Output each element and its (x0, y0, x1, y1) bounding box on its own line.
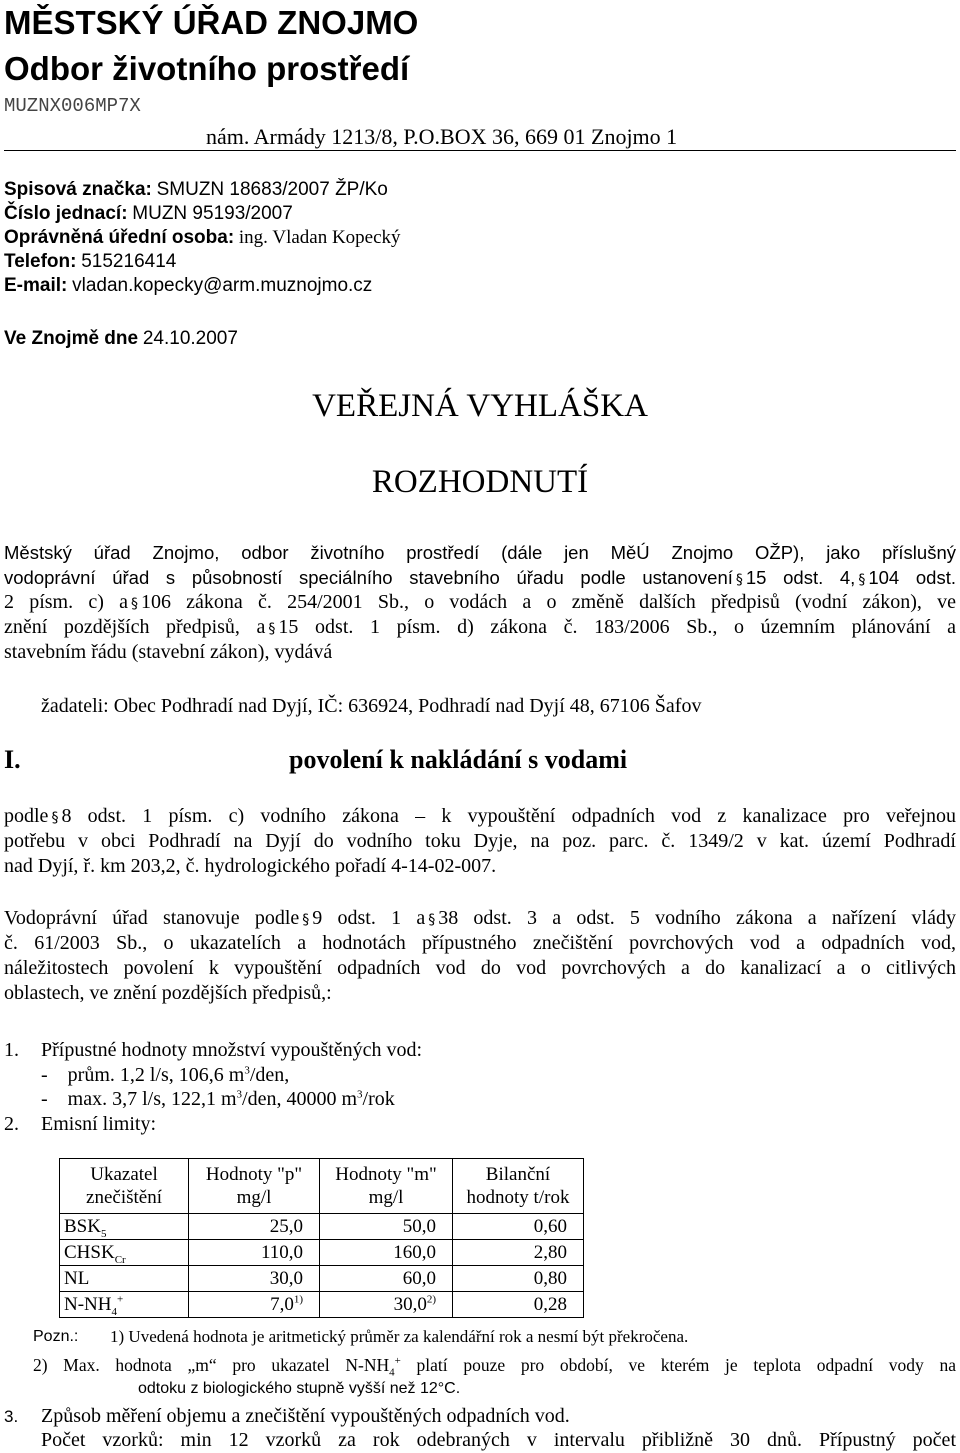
max-flow-text-2: /den, 40000 m (242, 1088, 358, 1110)
average-flow-text: - prům. 1,2 l/s, 106,6 m (41, 1064, 245, 1086)
section-title: povolení k nakládání s vodami (289, 745, 628, 774)
authority-line: č. 61/2003 Sb., o ukazatelích a hodnotách přípustného znečištění povrchových vod a odpadních vod, (4, 932, 956, 954)
issue-date-value: 24.10.2007 (142, 328, 238, 349)
m-value-cell: 160,0 (320, 1240, 453, 1266)
section-sign-icon: § (51, 810, 59, 826)
indicator-superscript: + (117, 1293, 124, 1306)
permit-text: podle (4, 805, 49, 827)
intro-line: stavebním řádu (stavební zákon), vydává (4, 641, 333, 663)
section-sign-icon: § (302, 912, 310, 928)
authority-paragraph (4, 906, 956, 1006)
section-number: I. (4, 745, 21, 774)
unit-exponent: 3 (244, 1064, 250, 1077)
p-value: 7,0 (270, 1293, 294, 1315)
p-value-cell: 110,0 (189, 1240, 320, 1266)
balance-cell: 0,28 (453, 1292, 584, 1318)
p-value-cell: 30,0 (189, 1266, 320, 1292)
footnote-marker: 2) (426, 1293, 436, 1306)
notes-label: Pozn.: (33, 1328, 79, 1345)
indicator-name: CHSK (64, 1241, 115, 1263)
reference-number-value: MUZN 95193/2007 (132, 203, 293, 224)
balance-cell: 0,80 (453, 1266, 584, 1292)
issue-date-label: Ve Znojmě dne (4, 328, 139, 349)
table-header-balance: Bilanční hodnoty t/rok (453, 1159, 584, 1214)
header-divider (4, 150, 956, 151)
file-number-value: SMUZN 18683/2007 ŽP/Ko (156, 179, 388, 200)
intro-text: znění pozdějších předpisů, a (4, 616, 266, 638)
p-value-cell (189, 1292, 320, 1318)
reference-number (4, 202, 293, 225)
indicator-cell (60, 1214, 189, 1240)
authority-line (4, 906, 956, 931)
intro-line: Městský úřad Znojmo, odbor životního prostředí (dále jen MěÚ Znojmo OŽP), jako příslušný (4, 542, 956, 563)
phone-label: Telefon: (4, 251, 77, 272)
intro-text: 15 odst. 4, (745, 567, 856, 588)
balance-cell: 0,60 (453, 1214, 584, 1240)
m-value: 30,0 (393, 1293, 427, 1315)
intro-text: 106 zákona č. 254/2001 Sb., o vodách a o změně dalších předpisů (vodní zákon), ve (140, 591, 956, 613)
table-header-indicator: Ukazatel znečištění (60, 1159, 189, 1214)
authority-line: oblastech, ve znění pozdějších předpisů,: (4, 982, 332, 1004)
p-value-cell: 25,0 (189, 1214, 320, 1240)
intro-text: 15 odst. 1 písm. d) zákona č. 183/2006 Sb., o územním plánování a (278, 616, 956, 638)
indicator-cell (60, 1266, 189, 1292)
email-value: vladan.kopecky@arm.muznojmo.cz (72, 275, 373, 296)
indicator-subscript: 4 (111, 1305, 117, 1318)
issue-date (4, 327, 238, 350)
sample-count-text: Počet vzorků: min 12 vzorků za rok odebraných v intervalu přibližně 30 dnů. Přípustný počet (41, 1429, 956, 1451)
table-header-p: Hodnoty "p" mg/l (189, 1159, 320, 1214)
table-header-m: Hodnoty "m" mg/l (320, 1159, 453, 1214)
section-sign-icon: § (130, 596, 138, 612)
authority-text: 38 odst. 3 a odst. 5 vodního zákona a nařízení vlády (438, 907, 956, 929)
responsible-officer-label: Oprávněná úřední osoba: (4, 227, 235, 248)
file-number-label: Spisová značka: (4, 179, 152, 200)
intro-paragraph (4, 540, 956, 665)
note-2-text-2: platí pouze pro období, ve kterém je teplota odpadní vody na (400, 1355, 956, 1375)
table-row (60, 1266, 584, 1292)
table-row (60, 1292, 584, 1318)
list-item-2-number: 2. (4, 1113, 19, 1135)
max-flow-unit: /rok (362, 1088, 395, 1110)
footnote-marker: 1) (293, 1293, 303, 1306)
permit-line: potřebu v obci Podhradí na Dyjí do vodního toku Dyje, na poz. parc. č. 1349/2 v kat. území Podhradí (4, 830, 956, 852)
indicator-name: BSK (64, 1215, 101, 1237)
m-value-cell (320, 1292, 453, 1318)
section-sign-icon: § (428, 912, 436, 928)
responsible-officer-value: ing. Vladan Kopecký (238, 227, 401, 248)
permit-line (4, 804, 956, 829)
intro-line (4, 590, 956, 615)
indicator-cell (60, 1240, 189, 1266)
list-item-1-text: Přípustné hodnoty množství vypouštěných vod: (41, 1039, 423, 1061)
intro-line (4, 565, 956, 590)
intro-line (4, 615, 956, 640)
decision-title: ROZHODNUTÍ (371, 464, 589, 500)
email (4, 274, 372, 297)
list-item-1-number: 1. (4, 1039, 19, 1061)
section-sign-icon: § (858, 572, 866, 588)
phone (4, 250, 176, 273)
max-flow-text: - max. 3,7 l/s, 122,1 m (41, 1088, 237, 1110)
unit-exponent: 3 (357, 1088, 363, 1101)
table-row (60, 1214, 584, 1240)
average-flow-unit: /den, (249, 1064, 290, 1086)
table-header-row (60, 1159, 584, 1214)
permit-line: nad Dyjí, ř. km 203,2, č. hydrologického pořadí 4-14-02-007. (4, 855, 497, 877)
note-2 (33, 1354, 956, 1379)
list-item-3-number: 3. (4, 1407, 19, 1426)
document-title: VEŘEJNÁ VYHLÁŠKA (312, 388, 648, 424)
intro-text: 2 písm. c) a (4, 591, 128, 613)
table-row (60, 1240, 584, 1266)
note-2-continued: odtoku z biologického stupně vyšší než 12°C. (138, 1380, 461, 1397)
section-sign-icon: § (735, 572, 743, 588)
m-value-cell: 60,0 (320, 1266, 453, 1292)
balance-cell: 2,80 (453, 1240, 584, 1266)
list-item-3-text: Způsob měření objemu a znečištění vypouštěných odpadních vod. (41, 1405, 570, 1427)
intro-text: 104 odst. (868, 567, 956, 588)
unit-exponent: 3 (236, 1088, 243, 1101)
responsible-officer (4, 226, 401, 249)
office-address: nám. Armády 1213/8, P.O.BOX 36, 669 01 Znojmo 1 (206, 124, 678, 149)
indicator-subscript: Cr (114, 1253, 126, 1266)
m-value-cell: 50,0 (320, 1214, 453, 1240)
indicator-cell (60, 1292, 189, 1318)
note-2-text: 2) Max. hodnota „m“ pro ukazatel N-NH (33, 1355, 390, 1375)
reference-number-label: Číslo jednací: (4, 203, 128, 224)
permit-text: 8 odst. 1 písm. c) vodního zákona – k vypouštění odpadních vod z kanalizace pro veřejnou (61, 805, 956, 827)
office-name: MĚSTSKÝ ÚŘAD ZNOJMO (4, 4, 419, 41)
emission-limits-table (59, 1158, 584, 1318)
indicator-name: N-NH (64, 1293, 112, 1315)
phone-value: 515216414 (81, 251, 177, 272)
authority-text: Vodoprávní úřad stanovuje podle (4, 907, 300, 929)
note-1: 1) Uvedená hodnota je aritmetický průměr za kalendářní rok a nesmí být překročena. (110, 1327, 689, 1346)
average-flow (41, 1063, 289, 1088)
document-code: MUZNX006MP7X (4, 95, 141, 117)
indicator-name: NL (64, 1267, 90, 1289)
file-number (4, 178, 388, 201)
intro-text: vodoprávní úřad s působností speciálního stavebního úřadu podle ustanovení (4, 567, 733, 588)
applicant: žadateli: Obec Podhradí nad Dyjí, IČ: 636924, Podhradí nad Dyjí 48, 67106 Šafov (41, 695, 702, 717)
note-2-subscript: 4 (389, 1366, 395, 1379)
max-flow (41, 1087, 395, 1112)
permit-paragraph (4, 804, 956, 879)
section-sign-icon: § (268, 621, 276, 637)
authority-text: 9 odst. 1 a (312, 907, 426, 929)
indicator-subscript: 5 (100, 1227, 107, 1240)
authority-line: náležitostech povolení k vypouštění odpadních vod do vod povrchových a do kanalizací a o citlivých (4, 957, 956, 979)
email-label: E-mail: (4, 275, 68, 296)
list-item-2-text: Emisní limity: (41, 1113, 157, 1135)
department-name: Odbor životního prostředí (4, 50, 410, 87)
note-2-superscript: + (394, 1355, 401, 1368)
